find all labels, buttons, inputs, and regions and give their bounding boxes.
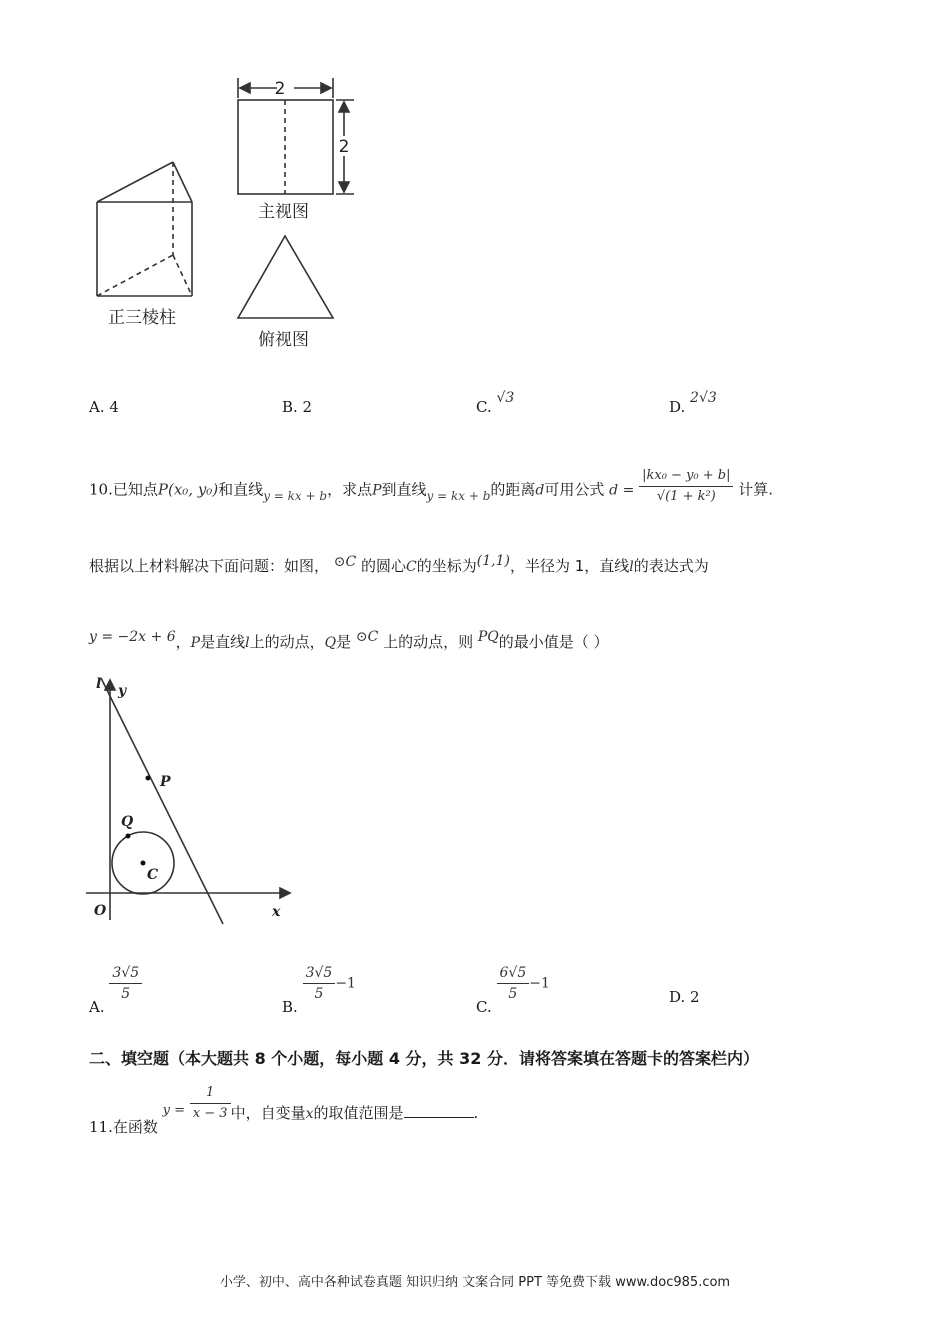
q10-text: 是 <box>336 633 352 651</box>
circle-c: ⊙C <box>355 629 379 645</box>
q10-text: 是直线 <box>200 633 246 651</box>
front-view-drawing <box>238 78 354 194</box>
formula-lhs: d = <box>609 482 635 499</box>
width-dimension-label: 2 <box>274 79 286 99</box>
point-p-coords: P(x₀, y₀) <box>157 480 219 499</box>
q10-option-b-fraction <box>303 963 336 1004</box>
q9-option-c-label: C. <box>476 398 492 416</box>
q10-text: ， <box>175 633 191 651</box>
triangular-prism-drawing <box>97 162 192 296</box>
point-p: P <box>190 635 201 651</box>
q9-option-b: B. 2 <box>282 398 313 416</box>
distance-d: d <box>535 482 545 499</box>
formula-numerator: |kx₀ − y₀ + b| <box>639 466 733 487</box>
q10-text: 的表达式为 <box>633 557 709 575</box>
segment-pq: PQ <box>477 629 499 645</box>
coordinate-figure <box>80 670 300 930</box>
line-equation: y = kx + b <box>426 488 491 503</box>
prism-views-figure <box>80 70 370 360</box>
q10-option-a-fraction <box>109 963 142 1004</box>
fraction-denominator: 5 <box>314 986 324 1002</box>
q10-text: ，求点 <box>327 480 373 499</box>
q10-number: 10. <box>89 480 113 499</box>
distance-formula <box>639 466 733 507</box>
q9-option-c-value: √3 <box>496 390 515 406</box>
center-c: C <box>406 559 417 575</box>
line-l: l <box>245 635 250 651</box>
q9-option-c <box>476 390 515 418</box>
q10-option-a-label: A. <box>89 997 105 1016</box>
q10-line-1 <box>89 470 859 511</box>
label-l: l <box>96 676 102 692</box>
fraction-denominator: x − 3 <box>192 1106 228 1121</box>
label-c: C <box>147 867 159 883</box>
function-lhs: y = <box>162 1102 186 1118</box>
fraction-numerator: 3√5 <box>303 963 336 984</box>
q11-line <box>89 1083 479 1136</box>
variable-x: x <box>305 1105 314 1122</box>
q9-option-d-value: 2√3 <box>690 390 717 406</box>
q10-text: 已知点 <box>112 480 158 499</box>
q10-text: 的最小值是（ ） <box>498 633 609 651</box>
fraction-numerator: 6√5 <box>497 963 530 984</box>
q10-text: 计算. <box>738 480 774 499</box>
page-footer: 小学、初中、高中各种试卷真题 知识归纳 文案合同 PPT 等免费下载 www.doc985.com <box>219 1275 731 1290</box>
q9-option-d-label: D. <box>669 398 686 416</box>
fraction-numerator: 1 <box>190 1083 231 1104</box>
q10-option-b <box>282 963 356 1016</box>
height-dimension-label: 2 <box>338 137 350 157</box>
q10-option-a <box>89 963 142 1016</box>
fraction-denominator: 5 <box>121 986 131 1002</box>
q10-option-d: D. 2 <box>669 988 700 1006</box>
q10-option-b-tail: −1 <box>335 975 356 992</box>
q9-option-a: A. 4 <box>89 398 119 416</box>
section-title: 二、填空题（本大题共 8 个小题，每小题 4 分，共 32 分．请将答案填在答题卡的答案栏内） <box>89 1049 759 1068</box>
center-coordinates: (1,1) <box>476 553 510 569</box>
point-p-marker <box>146 776 151 781</box>
q11-text: 在函数 <box>112 1117 158 1136</box>
top-view-triangle <box>238 236 333 318</box>
line-l-equation: y = −2x + 6 <box>89 629 176 645</box>
q10-option-b-label: B. <box>282 997 298 1016</box>
label-q: Q <box>121 814 134 830</box>
q10-text: 和直线 <box>218 480 264 499</box>
q10-text: 的距离 <box>490 480 536 499</box>
function-fraction <box>190 1083 231 1124</box>
q10-line-3 <box>89 629 609 653</box>
q9-option-d <box>669 390 717 418</box>
q10-option-c-tail: −1 <box>529 975 550 992</box>
x-axis-arrow <box>280 888 290 898</box>
answer-blank[interactable] <box>404 1103 474 1118</box>
q10-text: 可用公式 <box>544 480 605 499</box>
q11-text: 中，自变量 <box>230 1103 306 1122</box>
point-p: P <box>372 482 382 499</box>
q10-option-c <box>476 963 550 1016</box>
q10-option-c-label: C. <box>476 997 492 1016</box>
label-o: O <box>94 903 107 919</box>
q10-text: 根据以上材料解决下面问题：如图， <box>89 557 330 575</box>
formula-denominator: √(1 + k²) <box>656 489 716 504</box>
q11-period: . <box>473 1103 479 1122</box>
fraction-denominator: 5 <box>508 986 518 1002</box>
q10-line-2 <box>89 553 709 577</box>
circle-c: ⊙C <box>333 554 357 570</box>
point-q: Q <box>324 635 337 651</box>
q10-option-c-fraction <box>497 963 530 1004</box>
q10-text: 到直线 <box>381 480 427 499</box>
q10-text: 的圆心 <box>361 557 407 575</box>
label-p: P <box>160 774 171 790</box>
line-equation: y = kx + b <box>263 488 328 503</box>
label-y: y <box>118 683 127 699</box>
q10-text: 的坐标为 <box>416 557 477 575</box>
line-l: l <box>629 559 634 575</box>
fraction-numerator: 3√5 <box>109 963 142 984</box>
point-q-marker <box>126 834 131 839</box>
q10-text: ，半径为 1，直线 <box>509 557 630 575</box>
q11-text: 的取值范围是 <box>313 1103 404 1122</box>
q10-text: 上的动点，则 <box>383 633 474 651</box>
top-view-caption: 俯视图 <box>258 330 309 350</box>
front-view-caption: 主视图 <box>258 202 309 222</box>
label-x: x <box>272 904 281 920</box>
q10-text: 上的动点， <box>249 633 325 651</box>
q11-number: 11. <box>89 1117 113 1136</box>
point-c-marker <box>141 861 146 866</box>
prism-caption: 正三棱柱 <box>108 308 176 328</box>
